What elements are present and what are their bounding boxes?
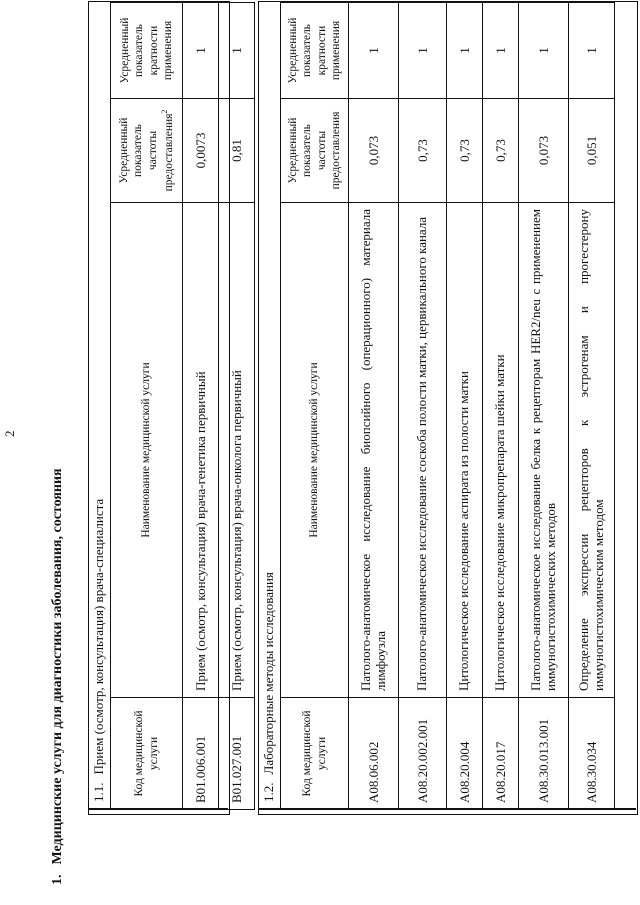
cell-freq: 0,073 (519, 99, 569, 203)
cell-freq: 0,0073 (183, 99, 219, 203)
section-2-title-row (258, 3, 280, 810)
cell-code: A08.20.002.001 (399, 698, 447, 810)
cell-mult: 1 (447, 3, 483, 99)
col-header-name: Наименование медицинской услуги (111, 203, 183, 698)
footnote-marker: 2 (159, 109, 169, 114)
cell-freq: 0,73 (483, 99, 519, 203)
main-heading-number: 1. (50, 874, 65, 885)
cell-name: Определение экспрессии рецепторов к эстрогенам и прогестерону иммуногистохимическим методом (569, 203, 615, 698)
cell-freq: 0,81 (219, 99, 255, 203)
cell-name: Патолого-анатомическое исследование белка к рецепторам HER2/neu с применением иммуногистохимических методов (519, 203, 569, 698)
section-2-table (280, 2, 615, 810)
section-1-number: 1.1. (91, 782, 106, 802)
table-row (447, 3, 483, 810)
col-header-mult: Усредненный показатель кратности применения (281, 3, 349, 99)
cell-mult: 1 (399, 3, 447, 99)
main-heading (50, 468, 66, 885)
cell-code: A08.20.017 (483, 698, 519, 810)
section-1-table (110, 2, 255, 810)
cell-freq: 0,073 (349, 99, 399, 203)
col-header-code: Код медицинской услуги (111, 698, 183, 810)
cell-code: A08.30.034 (569, 698, 615, 810)
cell-mult: 1 (349, 3, 399, 99)
cell-mult: 1 (569, 3, 615, 99)
section-2-title: Лабораторные методы исследования (261, 572, 276, 775)
table-row (349, 3, 399, 810)
cell-mult: 1 (219, 3, 255, 99)
cell-name: Патолого-анатомическое исследование биопсийного (операционного) материала лимфоузла (349, 203, 399, 698)
cell-freq: 0,73 (447, 99, 483, 203)
cell-name: Прием (осмотр, консультация) врача-онколога первичный (219, 203, 255, 698)
page-number: 2 (2, 430, 17, 437)
cell-mult: 1 (519, 3, 569, 99)
table-row (399, 3, 447, 810)
col-header-name: Наименование медицинской услуги (281, 203, 349, 698)
cell-name: Цитологическое исследование аспирата из полости матки (447, 203, 483, 698)
cell-name: Патолого-анатомическое исследование соскоба полости матки, цервикального канала (399, 203, 447, 698)
table-row (219, 3, 255, 810)
cell-mult: 1 (483, 3, 519, 99)
col-header-mult: Усредненный показатель кратности применения (111, 3, 183, 99)
col-header-code: Код медицинской услуги (281, 698, 349, 810)
cell-code: B01.027.001 (219, 698, 255, 810)
section-2-number: 1.2. (261, 782, 276, 802)
table-row (519, 3, 569, 810)
cell-code: B01.006.001 (183, 698, 219, 810)
col-header-freq: Усредненный показатель частоты предоставления (281, 99, 349, 203)
cell-freq: 0,051 (569, 99, 615, 203)
cell-code: A08.30.013.001 (519, 698, 569, 810)
cell-code: A08.20.004 (447, 698, 483, 810)
table-row (483, 3, 519, 810)
col-header-freq: Усредненный показатель частоты предоставления$^2$ (111, 99, 183, 203)
cell-name: Прием (осмотр, консультация) врача-генетика первичный (183, 203, 219, 698)
cell-code: A08.06.002 (349, 698, 399, 810)
main-heading-text: Медицинские услуги для диагностики заболевания, состояния (50, 468, 65, 865)
table-row (183, 3, 219, 810)
cell-mult: 1 (183, 3, 219, 99)
table-row (569, 3, 615, 810)
section-1-title-row (88, 3, 110, 810)
section-1-title: Прием (осмотр, консультация) врача-специалиста (91, 498, 106, 775)
cell-name: Цитологическое исследование микропрепарата шейки матки (483, 203, 519, 698)
cell-freq: 0,73 (399, 99, 447, 203)
